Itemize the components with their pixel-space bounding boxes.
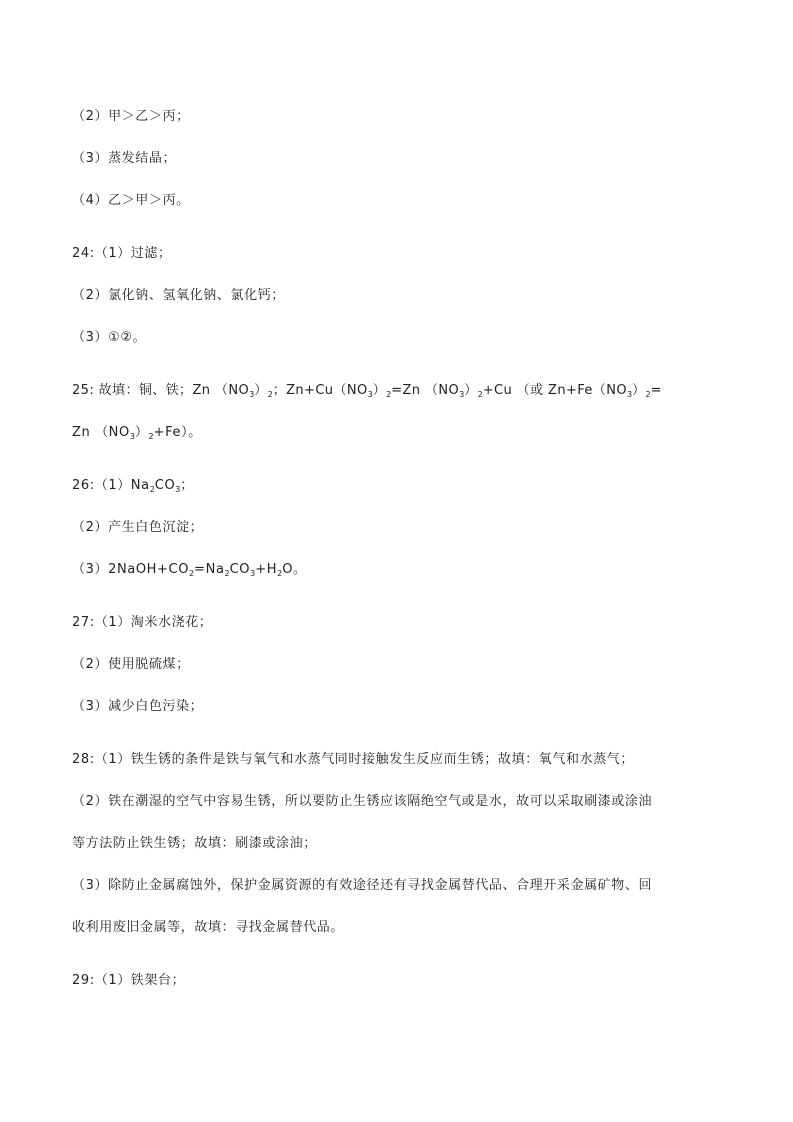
answer-29-1: 29:（1）铁架台； [72, 973, 186, 988]
answer-28-3-line1: （3）除防止金属腐蚀外，保护金属资源的有效途径还有寻找金属替代品、合理开采金属矿物、回 [72, 878, 653, 893]
answer-26-3: $(3)2NaOH+CO_2=Na_2CO_3+H_2O$。 [72, 562, 307, 578]
answer-23-4: （4）乙＞甲＞丙。 [72, 193, 190, 208]
answer-27-3: （3）减少白色污染； [72, 699, 204, 714]
answer-28-3-line2: 收利用废旧金属等，故填：寻找金属替代品。 [72, 920, 345, 935]
answer-23-2: （2）甲＞乙＞丙； [72, 109, 190, 124]
answer-27-2: （2）使用脱硫煤； [72, 657, 190, 672]
answer-26-1: $26:(1)Na_2CO_3$； [72, 478, 194, 494]
answer-24-3: （3）①②。 [72, 330, 147, 345]
answer-24-2: （2）氯化钠、氢氧化钠、氯化钙； [72, 288, 285, 303]
answer-23-3: （3）蒸发结晶； [72, 151, 177, 166]
answer-28-2-line2: 等方法防止铁生锈；故填：刷漆或涂油； [72, 836, 317, 851]
answer-28-2-line1: （2）铁在潮湿的空气中容易生锈，所以要防止生锈应该隔绝空气或是水，故可以采取刷漆或涂油 [72, 794, 653, 809]
answer-27-1: 27:（1）淘米水浇花； [72, 615, 213, 630]
answer-26-2: （2）产生白色沉淀； [72, 520, 204, 535]
answer-25-line1: 25: 故填：铜、铁；Zn $(NO_3)_2$；$Zn+Cu(NO_3)_2=Zn$ $(NO_3)_2+Cu$ （或 $Zn+Fe(NO_3)_2=$ [72, 383, 662, 399]
answer-28-1: 28:（1）铁生锈的条件是铁与氧气和水蒸气同时接触发生反应而生锈；故填：氧气和水蒸气； [72, 752, 634, 767]
answer-25-line2: Zn $(NO_3)_2+Fe$）。 [72, 425, 202, 441]
answer-24-1: 24:（1）过滤； [72, 246, 172, 261]
